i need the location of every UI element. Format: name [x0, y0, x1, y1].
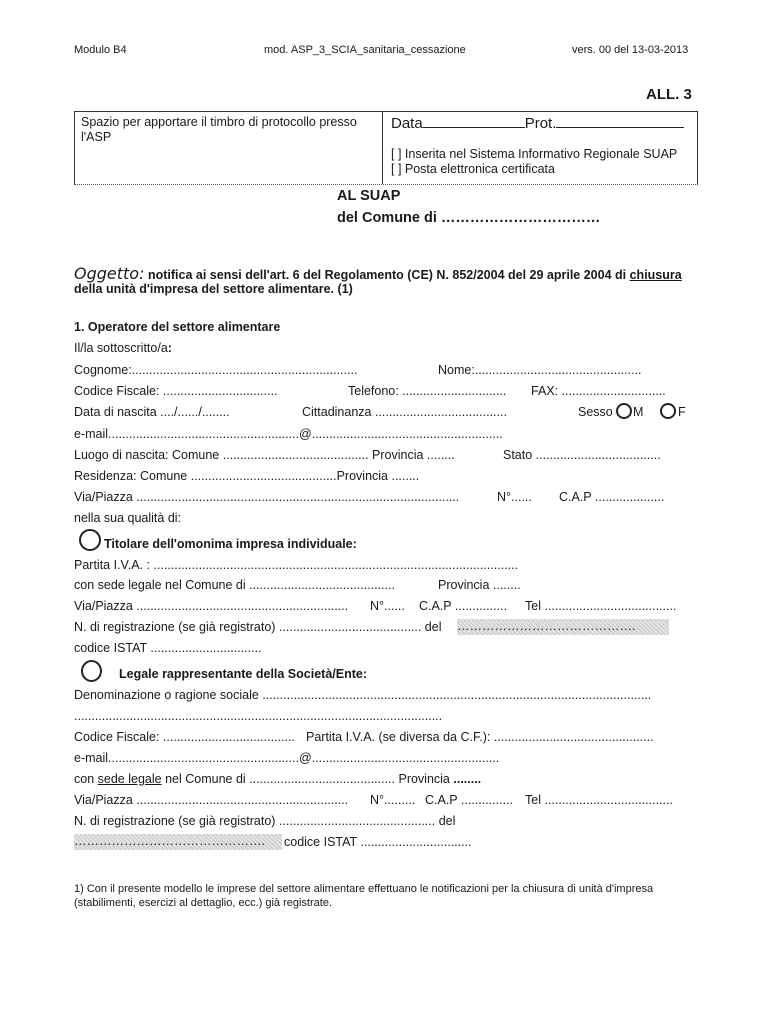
sottoscritto-colon: :	[167, 341, 172, 355]
via-field[interactable]: Via/Piazza .............................................................................................	[74, 490, 460, 504]
protocol-stamp-text: Spazio per apportare il timbro di protocollo presso	[81, 115, 357, 129]
legale-sede-comune: nel Comune di .......................................... Provincia	[161, 772, 454, 786]
titolare-cap-field[interactable]: C.A.P ...............	[419, 599, 507, 613]
recipient-suap: AL SUAP	[337, 188, 401, 204]
protocol-box-divider	[382, 112, 383, 184]
subject-line-2: della unità d'impresa del settore alimentare. (1)	[74, 282, 353, 296]
footnote-line-2: (stabilimenti, esercizi al dettaglio, ecc.) già registrate.	[74, 897, 332, 909]
email-field[interactable]: e-mail.......................................................@.......................................................	[74, 427, 503, 441]
subject-text: notifica ai sensi dell'art. 6 del Regolamento (CE) N. 852/2004 del 29 aprile 2004 di	[147, 268, 627, 282]
protocol-prot-label: Prot.	[524, 115, 557, 132]
recipient-comune: del Comune di ……………………………	[337, 210, 601, 226]
titolare-radio[interactable]	[79, 529, 101, 551]
sesso-label: Sesso	[578, 405, 613, 419]
legale-piva-field[interactable]: Partita I.V.A. (se diversa da C.F.): ..............................................	[306, 730, 654, 744]
legale-cap-field[interactable]: C.A.P ...............	[425, 793, 513, 807]
data-nascita-field[interactable]: Data di nascita ..../....../........	[74, 405, 230, 419]
protocol-date-field[interactable]	[391, 115, 684, 132]
legale-radio[interactable]	[81, 660, 102, 682]
subject-label: Oggetto:	[74, 264, 145, 283]
fax-field[interactable]: FAX: ..............................	[531, 384, 666, 398]
luogo-nascita-field[interactable]: Luogo di nascita: Comune .......................................... Provincia ........	[74, 448, 455, 462]
qualita-label: nella sua qualità di:	[74, 511, 182, 525]
sesso-f-label: F	[678, 405, 686, 419]
protocol-prot-line	[556, 127, 684, 128]
protocol-date-line	[423, 127, 525, 128]
titolare-istat-field[interactable]: codice ISTAT ................................	[74, 641, 262, 655]
codice-fiscale-field[interactable]: Codice Fiscale: .................................	[74, 384, 278, 398]
legale-registrazione-field[interactable]: N. di registrazione (se già registrato) ............................................. del	[74, 814, 456, 828]
header-version: vers. 00 del 13-03-2013	[572, 44, 689, 56]
section-operatore-title: 1. Operatore del settore alimentare	[74, 320, 281, 334]
titolare-via-field[interactable]: Via/Piazza .............................................................	[74, 599, 349, 613]
nome-field[interactable]: Nome:................................................	[438, 363, 642, 377]
sesso-m-label: M	[633, 405, 644, 419]
residenza-field[interactable]: Residenza: Comune ..........................................Provincia ........	[74, 469, 420, 483]
header-module: Modulo B4	[74, 44, 127, 56]
legale-sede-prefix: con	[74, 772, 98, 786]
allegato-label: ALL. 3	[646, 86, 692, 103]
numero-field[interactable]: N°......	[497, 490, 532, 504]
sesso-f-radio[interactable]	[660, 403, 676, 419]
legale-istat-field[interactable]: codice ISTAT ................................	[284, 835, 472, 849]
titolare-title: Titolare dell'omonima impresa individuale:	[104, 537, 357, 551]
legale-denominazione-cont[interactable]: ..........................................................................................................	[74, 709, 443, 723]
legale-numero-field[interactable]: N°.........	[370, 793, 416, 807]
legale-sede-line[interactable]	[74, 772, 481, 786]
legale-sede-provincia: ........	[453, 772, 482, 786]
footnote-line-1: 1) Con il presente modello le imprese del settore alimentare effettuano le notificazioni per la chiusura di unità d'impresa	[74, 883, 654, 895]
cap-field[interactable]: C.A.P ....................	[559, 490, 665, 504]
protocol-stamp-text-2: l'ASP	[81, 130, 112, 144]
titolare-registrazione-field[interactable]: N. di registrazione (se già registrato) ......................................... del	[74, 620, 442, 634]
titolare-numero-field[interactable]: N°......	[370, 599, 405, 613]
legale-via-field[interactable]: Via/Piazza .............................................................	[74, 793, 349, 807]
legale-registrazione-date[interactable]: ……………………………………….	[74, 834, 282, 850]
legale-email-field[interactable]: e-mail.......................................................@......................................................	[74, 751, 500, 765]
stato-field[interactable]: Stato ....................................	[503, 448, 661, 462]
titolare-provincia-field[interactable]: Provincia ........	[438, 578, 521, 592]
legale-cf-field[interactable]: Codice Fiscale: ......................................	[74, 730, 295, 744]
header-model: mod. ASP_3_SCIA_sanitaria_cessazione	[264, 44, 466, 56]
legale-denominazione-field[interactable]: Denominazione o ragione sociale ................................................................................................................	[74, 688, 652, 702]
protocol-box	[74, 111, 698, 185]
legale-tel-field[interactable]: Tel .....................................	[525, 793, 673, 807]
legale-title: Legale rappresentante della Società/Ente:	[119, 667, 367, 681]
option-pec[interactable]: [ ] Posta elettronica certificata	[391, 162, 555, 176]
sesso-m-radio[interactable]	[616, 403, 632, 419]
titolare-tel-field[interactable]: Tel ......................................	[525, 599, 677, 613]
sottoscritto-label	[74, 341, 172, 355]
titolare-registrazione-date[interactable]: …………………………………….	[457, 619, 669, 635]
sottoscritto-text: Il/la sottoscritto/a	[74, 341, 168, 355]
subject-chiusura: chiusura	[629, 268, 682, 282]
cittadinanza-field[interactable]: Cittadinanza ......................................	[302, 405, 507, 419]
titolare-piva-field[interactable]: Partita I.V.A. : .........................................................................................................	[74, 558, 519, 572]
titolare-sede-field[interactable]: con sede legale nel Comune di ..........................................	[74, 578, 395, 592]
legale-sede-underlined: sede legale	[97, 772, 162, 786]
subject-line	[74, 264, 682, 283]
telefono-field[interactable]: Telefono: ..............................	[348, 384, 507, 398]
option-suap[interactable]: [ ] Inserita nel Sistema Informativo Regionale SUAP	[391, 147, 678, 161]
cognome-field[interactable]: Cognome:.................................................................	[74, 363, 358, 377]
protocol-date-label: Data	[391, 115, 423, 132]
